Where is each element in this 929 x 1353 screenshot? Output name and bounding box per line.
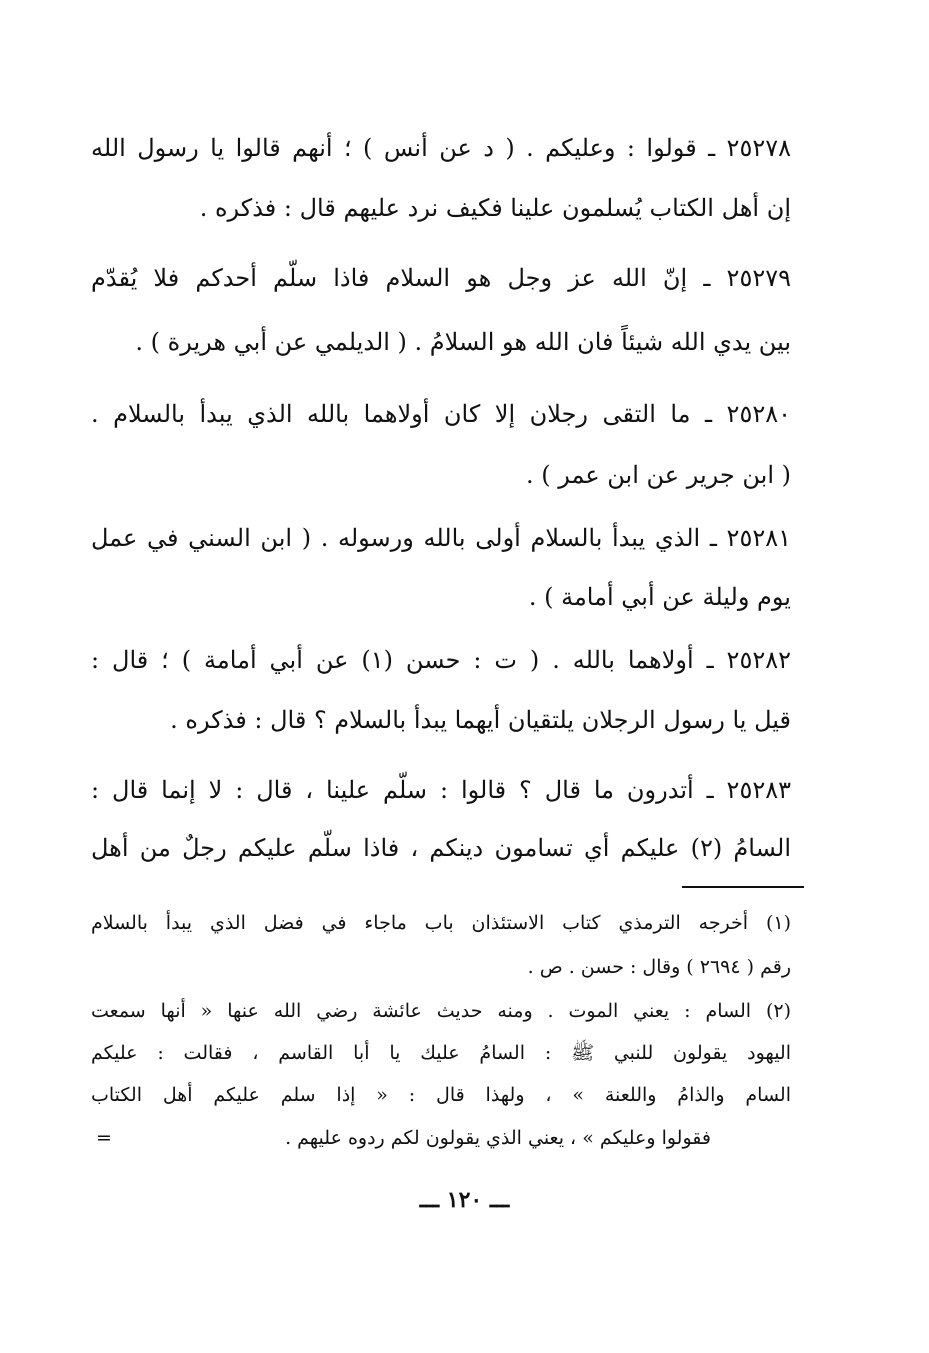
- footnote-2-line-1: (٢) السام : يعني الموت . ومنه حديث عائشة رضي الله عنها « أنها سمعت: [91, 1000, 791, 1022]
- footnote-2-line-3: السام والذامُ واللعنة » ، ولهذا قال : « إذا سلم عليكم أهل الكتاب: [91, 1084, 791, 1106]
- continuation-mark: =: [96, 1127, 112, 1149]
- hadith-25281-line-2: يوم وليلة عن أبي أمامة ) .: [528, 583, 791, 611]
- footnote-2-line-4: فقولوا وعليكم » ، يعني الذي يقولون لكم ردوه عليهم .: [285, 1127, 711, 1149]
- hadith-25281-line-1: ٢٥٢٨١ ـ الذي يبدأ بالسلام أولى بالله ورسوله . ( ابن السني في عمل: [91, 524, 791, 552]
- hadith-25283-line-2: السامُ (٢) عليكم أي تسامون دينكم ، فاذا سلّم عليكم رجلٌ من أهل: [91, 834, 791, 862]
- hadith-25279-line-1: ٢٥٢٧٩ ـ إنّ الله عز وجل هو السلام فاذا سلّم أحدكم فلا يُقدّم: [91, 264, 791, 292]
- footnote-1-line-1: (١) أخرجه الترمذي كتاب الاستئذان باب ماجاء في فضل الذي يبدأ بالسلام: [91, 912, 791, 934]
- hadith-25282-line-1: ٢٥٢٨٢ ـ أولاهما بالله . ( ت : حسن (١) عن أبي أمامة ) ؛ قال :: [91, 646, 791, 674]
- hadith-25282-line-2: قيل يا رسول الرجلان يلتقيان أيهما يبدأ بالسلام ؟ قال : فذكره .: [170, 706, 791, 734]
- footnote-2-line-2: اليهود يقولون للنبي ﷺ : السامُ عليك يا أبا القاسم ، فقالت : عليكم: [91, 1042, 791, 1064]
- hadith-25279-line-2: بين يدي الله شيئاً فان الله هو السلامُ . ( الديلمي عن أبي هريرة ) .: [135, 328, 791, 356]
- hadith-25278-line-2: إن أهل الكتاب يُسلمون علينا فكيف نرد عليهم قال : فذكره .: [199, 194, 791, 222]
- hadith-25278-line-1: ٢٥٢٧٨ ـ قولوا : وعليكم . ( د عن أنس ) ؛ أنهم قالوا يا رسول الله: [91, 134, 791, 162]
- footnote-1-line-2: رقم ( ٢٦٩٤ ) وقال : حسن . ص .: [527, 956, 791, 978]
- hadith-25280-line-2: ( ابن جرير عن ابن عمر ) .: [525, 461, 791, 489]
- page-number: ـــ ١٢٠ ـــ: [419, 1187, 510, 1213]
- footnote-separator: [682, 886, 804, 888]
- hadith-25280-line-1: ٢٥٢٨٠ ـ ما التقى رجلان إلا كان أولاهما بالله الذي يبدأ بالسلام .: [91, 400, 791, 428]
- hadith-25283-line-1: ٢٥٢٨٣ ـ أتدرون ما قال ؟ قالوا : سلّم علينا ، قال : لا إنما قال :: [91, 776, 791, 804]
